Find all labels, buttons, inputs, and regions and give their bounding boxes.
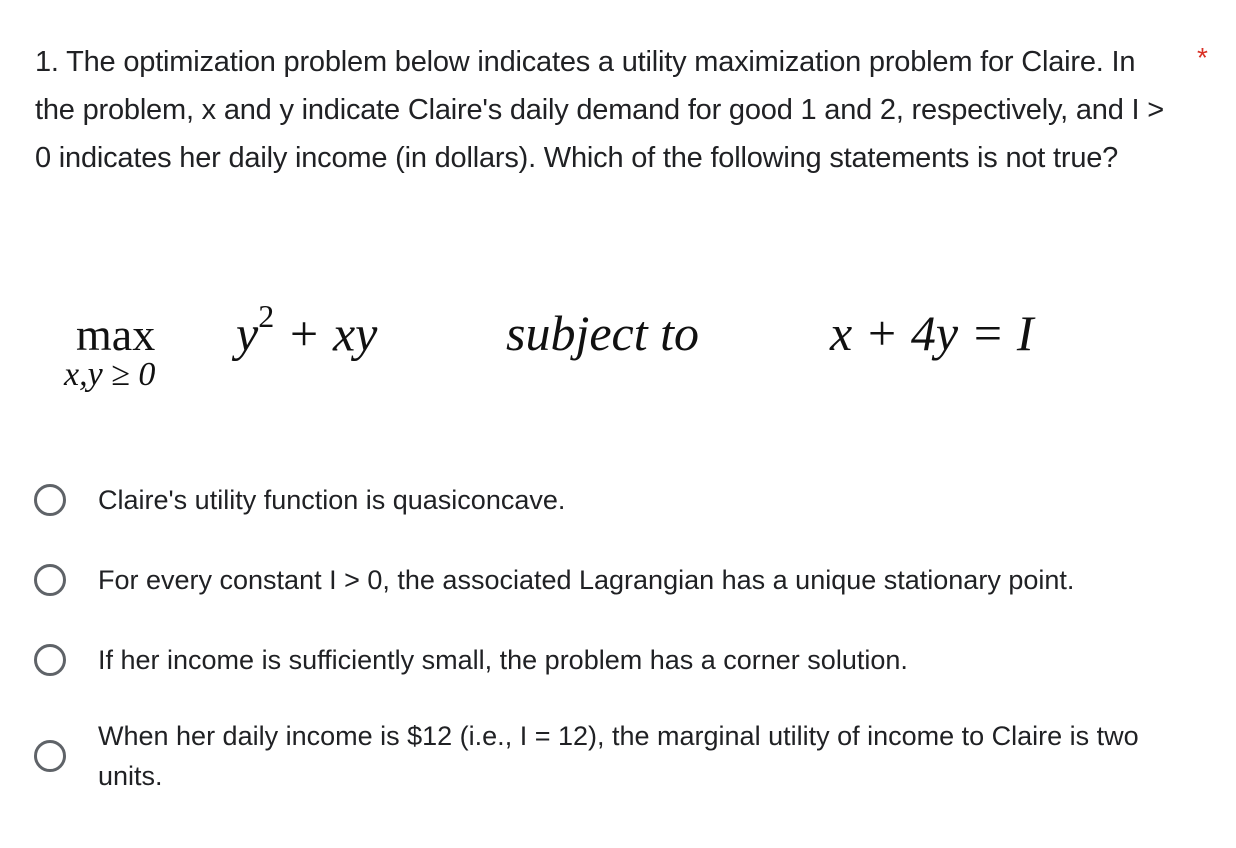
formula-subject-to: subject to xyxy=(506,305,700,361)
option-label: If her income is sufficiently small, the problem has a corner solution. xyxy=(98,645,908,675)
option-2[interactable] xyxy=(34,560,1194,604)
formula-objective xyxy=(236,298,378,363)
option-4[interactable] xyxy=(34,716,1194,800)
radio-button[interactable] xyxy=(34,564,66,596)
formula-max-operator: max xyxy=(76,309,156,360)
radio-button[interactable] xyxy=(34,484,66,516)
formula-image xyxy=(60,290,1160,410)
formula-objective-exponent: 2 xyxy=(258,298,275,334)
option-label: When her daily income is $12 (i.e., I = 12), the marginal utility of income to Claire is two units. xyxy=(98,721,1139,791)
option-3[interactable] xyxy=(34,640,1194,684)
radio-button[interactable] xyxy=(34,644,66,676)
formula-objective-rest: + xy xyxy=(274,305,378,362)
option-label: For every constant I > 0, the associated Lagrangian has a unique stationary point. xyxy=(98,565,1075,595)
formula-objective-base: y xyxy=(236,305,259,362)
option-label: Claire's utility function is quasiconcave. xyxy=(98,485,566,515)
required-asterisk: * xyxy=(1197,42,1208,73)
formula-max-subscript: x,y ≥ 0 xyxy=(64,356,156,393)
formula-constraint: x + 4y = I xyxy=(830,305,1034,361)
option-1[interactable] xyxy=(34,480,1194,524)
question-title: 1. The optimization problem below indicates a utility maximization problem for Claire. In the problem, x and y indicate Claire's daily demand for good 1 and 2, respectively, and I > 0 indicates her daily income (in dollars). Which of the following statements is not true? xyxy=(35,46,1164,174)
radio-button[interactable] xyxy=(34,740,66,772)
